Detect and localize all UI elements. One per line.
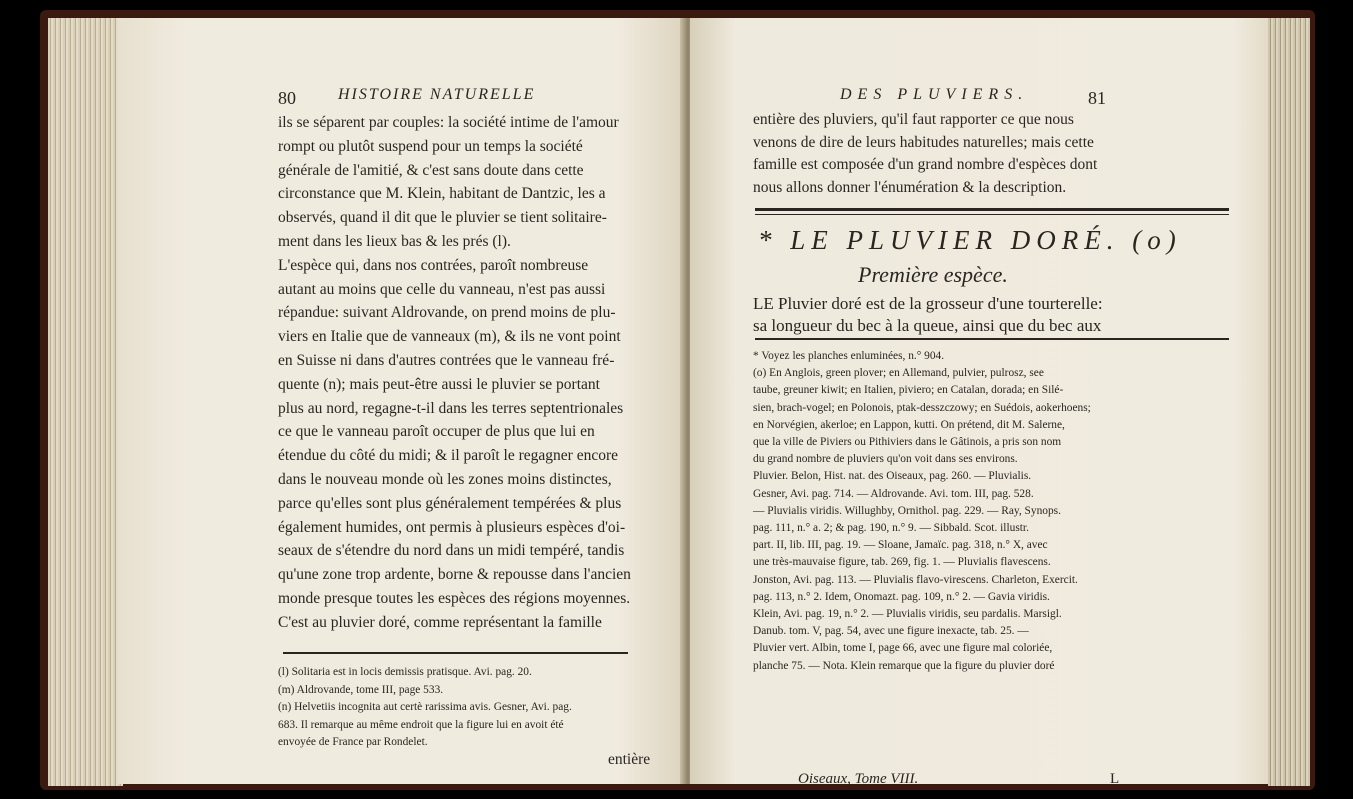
left-page: [118, 18, 685, 784]
text-line: Pluvier. Belon, Hist. nat. des Oiseaux, pag. 260. — Pluvialis.: [753, 470, 1032, 483]
text-line: en Suisse ni dans d'autres contrées que le vanneau fré-: [278, 352, 615, 369]
text-line: parce qu'elles sont plus généralement tempérées & plus: [278, 494, 622, 512]
signature-line: Oiseaux, Tome VIII.: [798, 771, 919, 787]
text-line: viers en Italie que de vanneaux (m), & ils ne vont point: [278, 328, 621, 346]
text-line: entière des pluviers, qu'il faut rapporter ce que nous: [753, 111, 1074, 128]
text-line: * Voyez les planches enluminées, n.° 904.: [753, 350, 945, 362]
text-line: (o) En Anglois, green plover; en Allemand, pulvier, pulrosz, see: [753, 367, 1044, 380]
text-line: autant au moins que celle du vanneau, n'est pas aussi: [278, 280, 606, 298]
text-line: qu'une zone trop ardente, borne & repousse dans l'ancien: [278, 566, 631, 584]
text-line: Pluvier vert. Albin, tome I, page 66, avec une figure mal coloriée,: [753, 642, 1053, 655]
text-line: du grand nombre de pluviers qu'on voit dans ses environs.: [753, 453, 1018, 466]
right-running-head: DES PLUVIERS.: [840, 86, 1029, 103]
text-line: monde presque toutes les espèces des régions moyennes.: [278, 590, 631, 607]
text-line: pag. 113, n.° 2. Idem, Onomazt. pag. 109, n.° 2. — Gavia viridis.: [753, 590, 1050, 603]
text-line: pag. 111, n.° a. 2; & pag. 190, n.° 9. — Sibbald. Scot. illustr.: [753, 522, 1029, 534]
left-running-head: HISTOIRE NATURELLE: [338, 86, 536, 103]
right-footnote-rule: [755, 338, 1229, 340]
text-line: nous allons donner l'énumération & la description.: [753, 178, 1067, 196]
text-line: L'espèce qui, dans nos contrées, paroît nombreuse: [278, 256, 589, 274]
text-line: générale de l'amitié, & c'est sans doute dans cette: [278, 161, 584, 179]
text-line: observés, quand il dit que le pluvier se tient solitaire-: [278, 209, 607, 227]
section-rule-thin: [755, 214, 1229, 215]
text-line: Jonston, Avi. pag. 113. — Pluvialis flavo-virescens. Charleton, Exercit.: [753, 573, 1078, 586]
right-page: [690, 18, 1268, 787]
text-line: quente (n); mais peut-être aussi le pluvier se portant: [278, 375, 600, 393]
right-folio: 81: [1088, 88, 1106, 108]
text-line: part. II, lib. III, pag. 19. — Sloane, Jamaïc. pag. 318, n.° X, avec: [753, 539, 1048, 552]
left-folio: 80: [278, 88, 296, 108]
text-line: en Norvégien, akerloe; en Lappon, kutti. On prétend, dit M. Salerne,: [753, 418, 1065, 431]
text-line: seaux de s'étendre du nord dans un midi tempéré, tandis: [278, 542, 625, 560]
text-line: ment dans les lieux bas & les prés (l).: [278, 233, 511, 250]
text-line: une très-mauvaise figure, tab. 269, fig. 1. — Pluvialis flavescens.: [753, 556, 1051, 569]
left-page-edges: [48, 18, 123, 786]
text-line: que la ville de Piviers ou Pithiviers dans le Gâtinois, a pris son nom: [753, 436, 1062, 448]
signature-mark: L: [1110, 771, 1120, 787]
text-line: taube, greuner kiwit; en Italien, piviero; en Catalan, dorada; en Silé-: [753, 384, 1064, 397]
left-footnote-rule: [283, 652, 628, 654]
text-line: également humides, ont permis à plusieurs espèces d'oi-: [278, 518, 626, 536]
text-line: répandue: suivant Aldrovande, on prend moins de plu-: [278, 304, 616, 322]
right-page-edges: [1268, 18, 1310, 786]
text-line: plus au nord, regagne-t-il dans les terres septentrionales: [278, 399, 624, 417]
text-line: 683. Il remarque au même endroit que la figure lui en avoit été: [278, 718, 564, 731]
text-line: Danub. tom. V, pag. 54, avec une figure inexacte, tab. 25. —: [753, 625, 1029, 638]
section-subtitle: Première espèce.: [858, 262, 1008, 287]
text-line: venons de dire de leurs habitudes naturelles; mais cette: [753, 133, 1094, 151]
text-line: rompt ou plutôt suspend pour un temps la société: [278, 137, 583, 155]
text-line: ce que le vanneau paroît occuper de plus que lui en: [278, 423, 595, 441]
text-line: Klein, Avi. pag. 19, n.° 2. — Pluvialis viridis, seu pardalis. Marsigl.: [753, 608, 1062, 620]
text-line: circonstance que M. Klein, habitant de Dantzic, les a: [278, 185, 606, 203]
text-line: famille est composée d'un grand nombre d'espèces dont: [753, 156, 1098, 173]
text-line: étendue du côté du midi; & il paroît le regagner encore: [278, 447, 619, 465]
text-line: Gesner, Avi. pag. 714. — Aldrovande. Avi. tom. III, pag. 528.: [753, 487, 1034, 500]
text-line: dans le nouveau monde où les zones moins distinctes,: [278, 471, 612, 488]
text-line: (l) Solitaria est in locis demissis pratisque. Avi. pag. 20.: [278, 666, 532, 678]
text-line: C'est au pluvier doré, comme représentant la famille: [278, 613, 602, 631]
text-line: LE Pluvier doré est de la grosseur d'une tourterelle:: [753, 294, 1103, 313]
text-line: envoyée de France par Rondelet.: [278, 736, 428, 748]
text-line: (m) Aldrovande, tome III, page 533.: [278, 683, 444, 696]
section-double-rule: [755, 208, 1229, 211]
left-catchword: entière: [608, 751, 651, 768]
text-line: planche 75. — Nota. Klein remarque que la figure du pluvier doré: [753, 659, 1055, 672]
section-title: * LE PLUVIER DORÉ. (o): [758, 225, 1182, 255]
text-line: sa longueur du bec à la queue, ainsi que du bec aux: [753, 316, 1102, 335]
text-line: — Pluvialis viridis. Willughby, Ornithol. pag. 229. — Ray, Synops.: [753, 504, 1061, 517]
text-line: (n) Helvetiis incognita aut certè rarissima avis. Gesner, Avi. pag.: [278, 701, 572, 713]
text-line: sien, brach-vogel; en Polonois, ptak-desszczowy; en Suédois, aokerhoens;: [753, 401, 1091, 414]
text-line: ils se séparent par couples: la société intime de l'amour: [278, 114, 619, 131]
